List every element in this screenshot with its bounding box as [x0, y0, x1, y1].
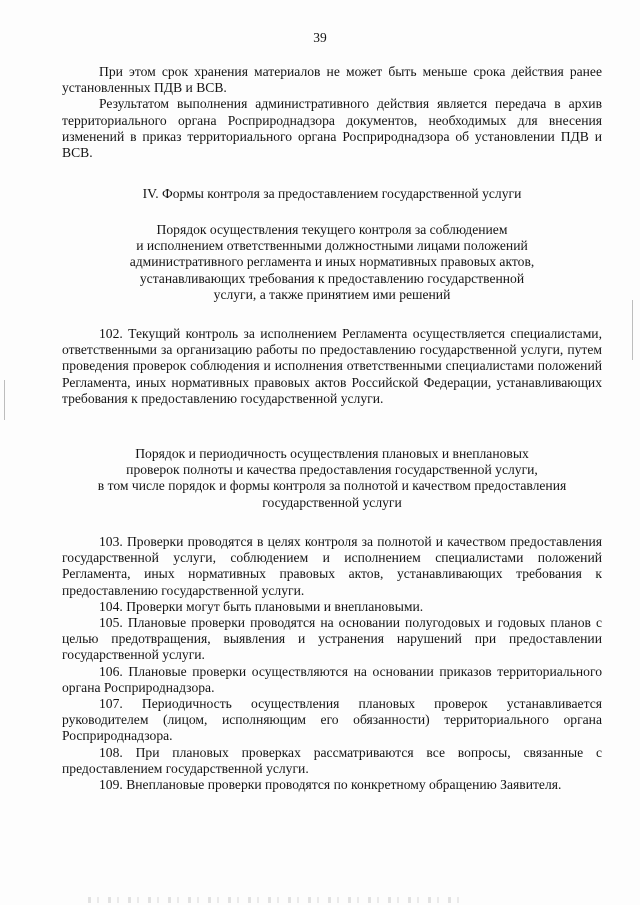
subheading-1-block — [62, 222, 602, 303]
section-heading-block — [62, 186, 602, 202]
scan-bottom-specks — [88, 897, 468, 903]
intro-paragraph-2: Результатом выполнения административного действия является передача в архив территориального органа Росприроднадзора документов, необходимых для внесения изменений в приказ территориального органа Росприроднадзора об установлении ПДВ и ВСВ. — [62, 96, 602, 161]
intro-section — [62, 64, 602, 161]
subheading-1-line: и исполнением ответственными должностными лицами положений — [136, 238, 528, 254]
subheading-2 — [62, 446, 602, 511]
scan-margin-mark — [632, 300, 633, 360]
subheading-1-line: услуги, а также принятием ими решений — [213, 286, 451, 302]
subheading-2-line: проверок полноты и качества предоставления государственной услуги, — [126, 462, 538, 478]
subheading-1-line: устанавливающих требования к предоставлению государственной — [139, 270, 525, 286]
intro-paragraph-1: При этом срок хранения материалов не может быть меньше срока действия ранее установленных ПДВ и ВСВ. — [62, 64, 602, 96]
paragraph-106: 106. Плановые проверки осуществляются на основании приказов территориального органа Росприроднадзора. — [62, 663, 602, 695]
paragraph-107: 107. Периодичность осуществления плановых проверок устанавливается руководителем (лицом, исполняющим его обязанности) территориального органа Росприроднадзора. — [62, 696, 602, 744]
subheading-1-line: Порядок осуществления текущего контроля за соблюдением — [156, 222, 508, 237]
page-number: 39 — [313, 30, 327, 45]
subheading-2-line: Порядок и периодичность осуществления плановых и внеплановых — [135, 446, 529, 461]
paragraph-105: 105. Плановые проверки проводятся на основании полугодовых и годовых планов с целью предотвращения, выявления и устранения нарушений при предоставлении государственной услуги. — [62, 615, 602, 663]
paragraph-102-block — [62, 326, 602, 407]
paragraph-108: 108. При плановых проверках рассматриваются все вопросы, связанные с предоставлением государственной услуги. — [62, 744, 602, 776]
subheading-2-line: государственной услуги — [262, 494, 402, 510]
scan-margin-mark — [4, 380, 5, 420]
subheading-2-line: в том числе порядок и формы контроля за полнотой и качеством предоставления — [97, 478, 567, 494]
numbered-paragraphs — [62, 534, 602, 793]
subheading-1-line: административного регламента и иных нормативных правовых актов, — [129, 254, 535, 270]
subheading-1 — [62, 222, 602, 303]
paragraph-104: 104. Проверки могут быть плановыми и внеплановыми. — [99, 598, 424, 614]
paragraph-109: 109. Внеплановые проверки проводятся по конкретному обращению Заявителя. — [99, 777, 562, 793]
subheading-2-block — [62, 446, 602, 511]
paragraph-102: 102. Текущий контроль за исполнением Регламента осуществляется специалистами, ответственными за организацию работы по предоставлению государственной услуги, путем проведения проверок соблюдения и исполнения ответственными специалистами положений Регламента, иных нормативных правовых актов Российской Федерации, устанавливающих требования к предоставлению государственной услуги. — [62, 326, 602, 406]
paragraph-103: 103. Проверки проводятся в целях контроля за полнотой и качеством предоставления государственной услуги, соблюдением и исполнением специалистами положений Регламента, иных нормативных правовых актов, устанавливающих требования к предоставлению государственной услуги. — [62, 534, 602, 598]
section-title: IV. Формы контроля за предоставлением государственной услуги — [142, 186, 522, 201]
